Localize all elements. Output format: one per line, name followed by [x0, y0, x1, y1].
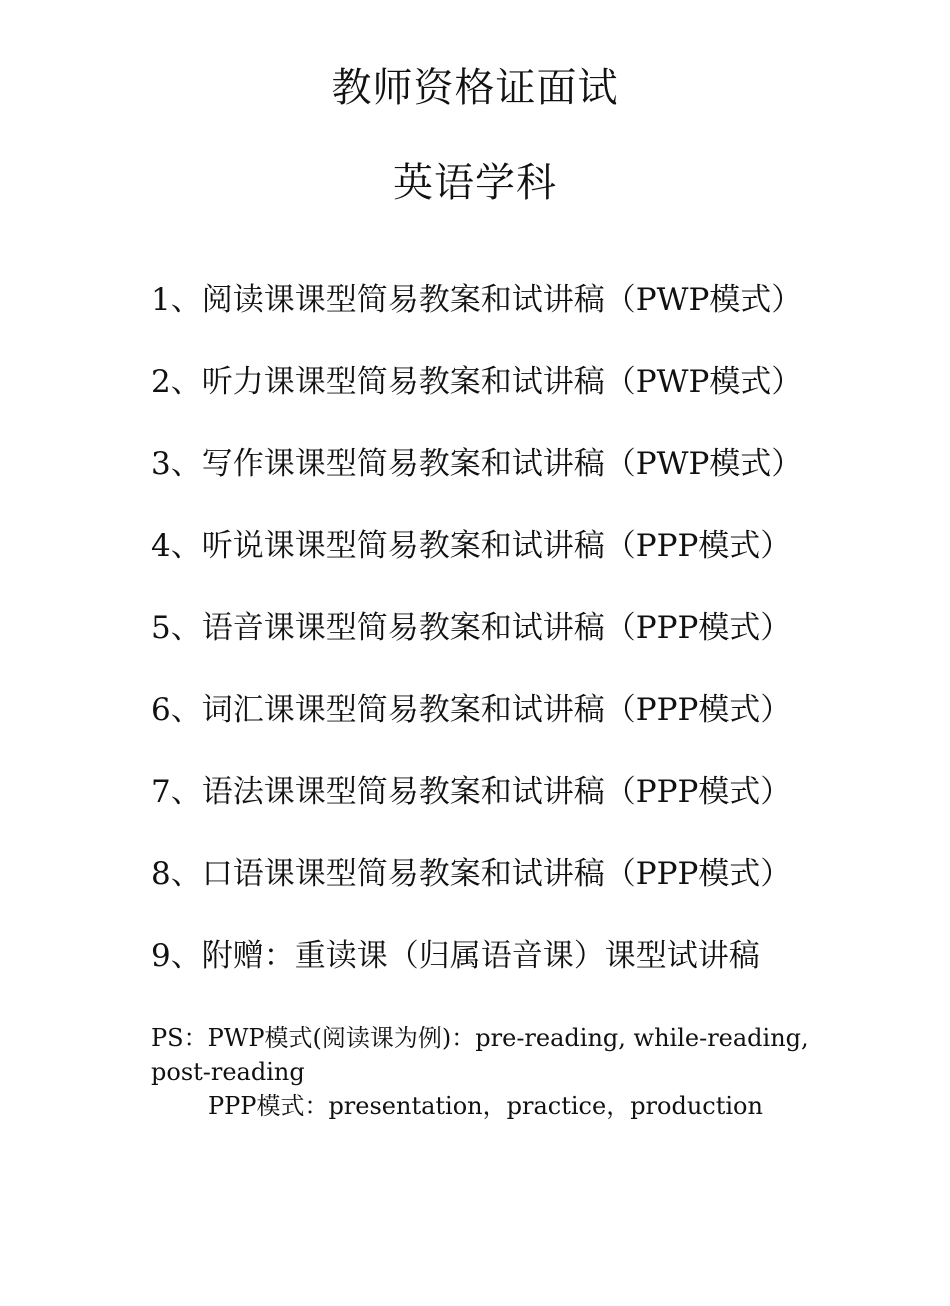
toc-item: 2、听力课课型简易教案和试讲稿（PWP模式） — [151, 364, 803, 400]
toc-item: 8、口语课课型简易教案和试讲稿（PPP模式） — [151, 856, 792, 892]
table-of-contents — [151, 277, 802, 1015]
ps-note-line: PS：PWP模式(阅读课为例)：pre-reading, while-reading, post-reading — [151, 1024, 809, 1086]
ps-note-line: PPP模式：presentation，practice，production — [208, 1092, 763, 1120]
toc-item: 9、附赠：重读课（归属语音课）课型试讲稿 — [151, 938, 760, 974]
document-subtitle: 英语学科 — [393, 160, 557, 206]
toc-item: 6、词汇课课型简易教案和试讲稿（PPP模式） — [151, 692, 792, 728]
toc-item: 3、写作课课型简易教案和试讲稿（PWP模式） — [151, 446, 803, 482]
document-title: 教师资格证面试 — [331, 65, 619, 111]
toc-item: 1、阅读课课型简易教案和试讲稿（PWP模式） — [151, 282, 803, 318]
ps-note — [151, 1021, 831, 1123]
toc-item: 5、语音课课型简易教案和试讲稿（PPP模式） — [151, 610, 792, 646]
toc-item: 4、听说课课型简易教案和试讲稿（PPP模式） — [151, 528, 792, 564]
toc-item: 7、语法课课型简易教案和试讲稿（PPP模式） — [151, 774, 792, 810]
